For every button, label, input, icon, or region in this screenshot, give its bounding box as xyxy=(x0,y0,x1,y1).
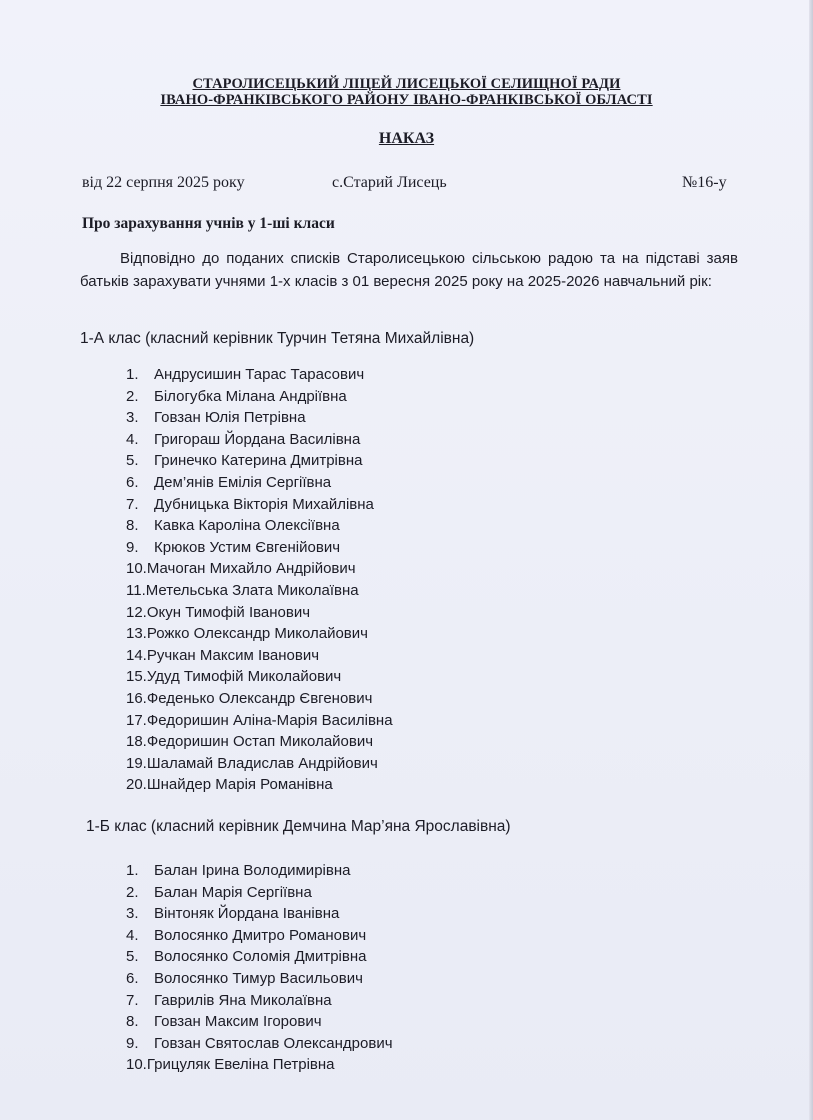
student-number: 3. xyxy=(126,409,139,427)
student-name: Гаврилів Яна Миколаївна xyxy=(154,991,332,1009)
student-list-item xyxy=(126,753,393,775)
student-number: 12. xyxy=(126,603,147,621)
student-name: Удуд Тимофій Миколайович xyxy=(146,668,342,686)
student-name: Грицуляк Евеліна Петрівна xyxy=(146,1056,335,1074)
student-number: 6. xyxy=(126,473,139,491)
student-number: 19. xyxy=(126,754,147,772)
student-list-item xyxy=(126,1054,393,1076)
student-name: Григораш Йордана Василівна xyxy=(154,430,361,448)
student-name: Балан Ірина Володимирівна xyxy=(154,862,351,879)
order-number: №16-у xyxy=(682,174,727,191)
order-place: с.Старий Лисець xyxy=(332,174,447,191)
student-name: Шаламай Владислав Андрійович xyxy=(146,754,378,772)
student-name: Метельська Злата Миколаївна xyxy=(145,581,359,599)
student-list-item xyxy=(126,688,393,710)
student-list-item xyxy=(126,407,393,429)
student-number: 3. xyxy=(126,905,139,923)
student-list-item xyxy=(126,990,393,1012)
student-name: Крюков Устим Євгенійович xyxy=(154,538,341,556)
header-line-1: СТАРОЛИСЕЦЬКИЙ ЛІЦЕЙ ЛИСЕЦЬКОЇ СЕЛИЩНОЇ РАДИ xyxy=(192,76,621,92)
student-number: 11. xyxy=(126,581,146,599)
order-date: від 22 серпня 2025 року xyxy=(82,174,245,191)
student-list-item xyxy=(126,537,393,559)
student-name: Феденько Олександр Євгенович xyxy=(146,689,373,707)
student-name: Ручкан Максим Іванович xyxy=(146,646,320,664)
student-name: Рожко Олександр Миколайович xyxy=(146,625,368,643)
student-list-item xyxy=(126,558,393,580)
student-name: Федоришин Остап Миколайович xyxy=(146,733,374,751)
student-number: 4. xyxy=(126,430,139,448)
class-a-heading: 1-А клас (класний керівник Турчин Тетяна Михайлівна) xyxy=(80,330,475,347)
student-number: 15. xyxy=(126,668,147,686)
student-number: 18. xyxy=(126,733,147,751)
student-list-item xyxy=(126,710,393,732)
student-list-item xyxy=(126,364,393,386)
student-number: 16. xyxy=(126,689,147,707)
student-number: 13. xyxy=(126,625,147,643)
student-list-item xyxy=(126,1011,393,1033)
student-number: 20. xyxy=(126,776,147,794)
student-list-item xyxy=(126,882,393,904)
student-number: 7. xyxy=(126,991,139,1009)
student-number: 4. xyxy=(126,926,139,944)
student-list-item xyxy=(126,602,393,624)
student-name: Говзан Святослав Олександрович xyxy=(154,1034,393,1052)
student-name: Шнайдер Марія Романівна xyxy=(146,776,333,794)
student-list-item xyxy=(126,731,393,753)
student-list-item xyxy=(126,386,393,408)
student-list-item xyxy=(126,494,393,516)
student-name: Волосянко Тимур Васильович xyxy=(154,969,363,987)
student-number: 2. xyxy=(126,387,139,405)
student-number: 6. xyxy=(126,969,139,987)
student-name: Балан Марія Сергіївна xyxy=(154,883,312,901)
student-list-item xyxy=(126,623,393,645)
student-list-item xyxy=(126,450,393,472)
student-list-item xyxy=(126,515,393,537)
student-number: 9. xyxy=(126,1034,139,1052)
student-name: Волосянко Соломія Дмитрівна xyxy=(154,948,367,966)
student-list-item xyxy=(126,946,393,968)
student-list-item xyxy=(126,429,393,451)
student-number: 1. xyxy=(126,862,139,879)
student-name: Федоришин Аліна-Марія Василівна xyxy=(146,711,393,729)
student-number: 14. xyxy=(126,646,147,664)
student-list-item xyxy=(126,774,393,796)
document-title: НАКАЗ xyxy=(378,130,435,147)
student-list-item xyxy=(126,580,393,602)
order-subject: Про зарахування учнів у 1-ші класи xyxy=(82,215,335,232)
student-list-item xyxy=(126,968,393,990)
student-number: 8. xyxy=(126,517,139,535)
class-a-student-list xyxy=(126,364,393,796)
student-name: Дубницька Вікторія Михайлівна xyxy=(154,495,374,513)
student-name: Кавка Кароліна Олексіївна xyxy=(154,517,340,535)
student-name: Білогубка Мілана Андріївна xyxy=(154,387,347,405)
student-list-item xyxy=(126,903,393,925)
student-number: 7. xyxy=(126,495,139,513)
student-list-item xyxy=(126,860,393,882)
student-list-item xyxy=(126,472,393,494)
student-name: Вінтоняк Йордана Іванівна xyxy=(154,905,340,923)
student-name: Говзан Максим Ігорович xyxy=(154,1013,322,1031)
student-name: Окун Тимофій Іванович xyxy=(146,603,311,621)
class-b-student-list xyxy=(126,860,393,1076)
student-list-item xyxy=(126,925,393,947)
student-name: Дем’янів Емілія Сергіївна xyxy=(154,473,332,491)
student-number: 2. xyxy=(126,883,139,901)
student-number: 1. xyxy=(126,366,139,383)
student-list-item xyxy=(126,645,393,667)
student-number: 5. xyxy=(126,452,139,470)
student-number: 10. xyxy=(126,1056,147,1074)
student-name: Гринечко Катерина Дмитрівна xyxy=(154,452,363,470)
student-list-item xyxy=(126,1033,393,1055)
paper-edge xyxy=(809,0,813,1120)
student-number: 9. xyxy=(126,538,139,556)
student-name: Мачоган Михайло Андрійович xyxy=(146,560,356,578)
student-number: 5. xyxy=(126,948,139,966)
student-number: 8. xyxy=(126,1013,139,1031)
student-list-item xyxy=(126,666,393,688)
order-paragraph: Відповідно до поданих списків Старолисецькою сільською радою та на підставі заяв батьків зарахувати учнями 1-х класів з 01 вересня 2025 року на 2025-2026 навчальний рік: xyxy=(80,250,738,290)
student-name: Андрусишин Тарас Тарасович xyxy=(154,366,365,383)
header-line-2: ІВАНО-ФРАНКІВСЬКОГО РАЙОНУ ІВАНО-ФРАНКІВСЬКОЇ ОБЛАСТІ xyxy=(160,92,653,108)
student-name: Говзан Юлія Петрівна xyxy=(154,409,306,427)
student-name: Волосянко Дмитро Романович xyxy=(154,926,367,944)
class-b-heading: 1-Б клас (класний керівник Демчина Мар’яна Ярославівна) xyxy=(86,818,511,835)
student-number: 10. xyxy=(126,560,147,578)
student-number: 17. xyxy=(126,711,147,729)
